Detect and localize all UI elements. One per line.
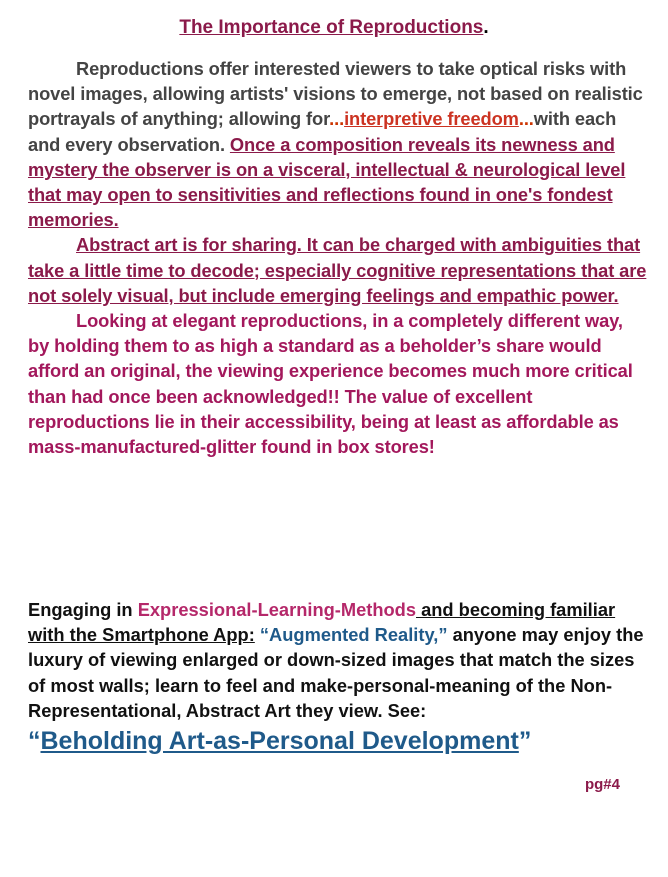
ellipsis: ... bbox=[329, 108, 345, 130]
engage-rest: anyone may enjoy the luxury of viewing enlarged or down-sized images that match the sizes of most walls; learn to feel and make-personal-meaning of the Non-Representational, Abstract Art they view. See: bbox=[28, 624, 644, 721]
open-quote: “ bbox=[28, 727, 41, 756]
paragraph-reproductions bbox=[28, 56, 648, 232]
page-title bbox=[0, 14, 668, 42]
interpretive-freedom-link[interactable]: interpretive freedom bbox=[344, 108, 519, 130]
paragraph-abstract-art bbox=[28, 232, 648, 308]
title-period: . bbox=[483, 17, 489, 38]
beholding-art-link[interactable]: Beholding Art-as-Personal Development bbox=[40, 727, 519, 756]
smartphone-app-text: and becoming familiar with the Smartphone App: bbox=[28, 599, 616, 646]
ellipsis: ... bbox=[518, 108, 534, 130]
para3-text: Looking at elegant reproductions, in a completely different way, by holding them to as high a standard as a beholder’s share would afford an original, the viewing experience becomes much more critical than had once been acknowledged!! The value of excellent reproductions lie in their accessibility, being at least as affordable as mass-manufactured-glitter found in box stores! bbox=[28, 310, 633, 458]
para1-text: Reproductions offer interested viewers to take optical risks with novel images, allowing artists' visions to emerge, not based on realistic portrayals of anything; allowing for bbox=[28, 58, 643, 130]
engaging-paragraph bbox=[28, 597, 648, 757]
abstract-art-link[interactable]: Abstract art is for sharing. It can be charged with ambiguities that take a little time to decode; especially cognitive representations that are not solely visual, but include emerging feelings and empathic power. bbox=[28, 234, 647, 306]
page-number: pg#4 bbox=[584, 776, 620, 793]
methods-text: Expressional-Learning-Methods bbox=[137, 599, 417, 620]
engage-lead: Engaging in bbox=[28, 599, 138, 620]
title-text: The Importance of Reproductions bbox=[179, 17, 484, 38]
paragraph-elegant-reproductions bbox=[28, 308, 648, 459]
augmented-reality-text: “Augmented Reality,” bbox=[259, 624, 448, 646]
para1-text-continued: with each and every observation. bbox=[28, 108, 617, 155]
beholding-art-line bbox=[28, 725, 648, 757]
composition-link[interactable]: Once a composition reveals its newness and mystery the observer is on a visceral, intellectual & neurological level that may open to sensitivities and reflections found in one's fondest memories. bbox=[28, 133, 626, 231]
close-quote: ” bbox=[518, 727, 532, 756]
essay-body bbox=[28, 56, 648, 459]
